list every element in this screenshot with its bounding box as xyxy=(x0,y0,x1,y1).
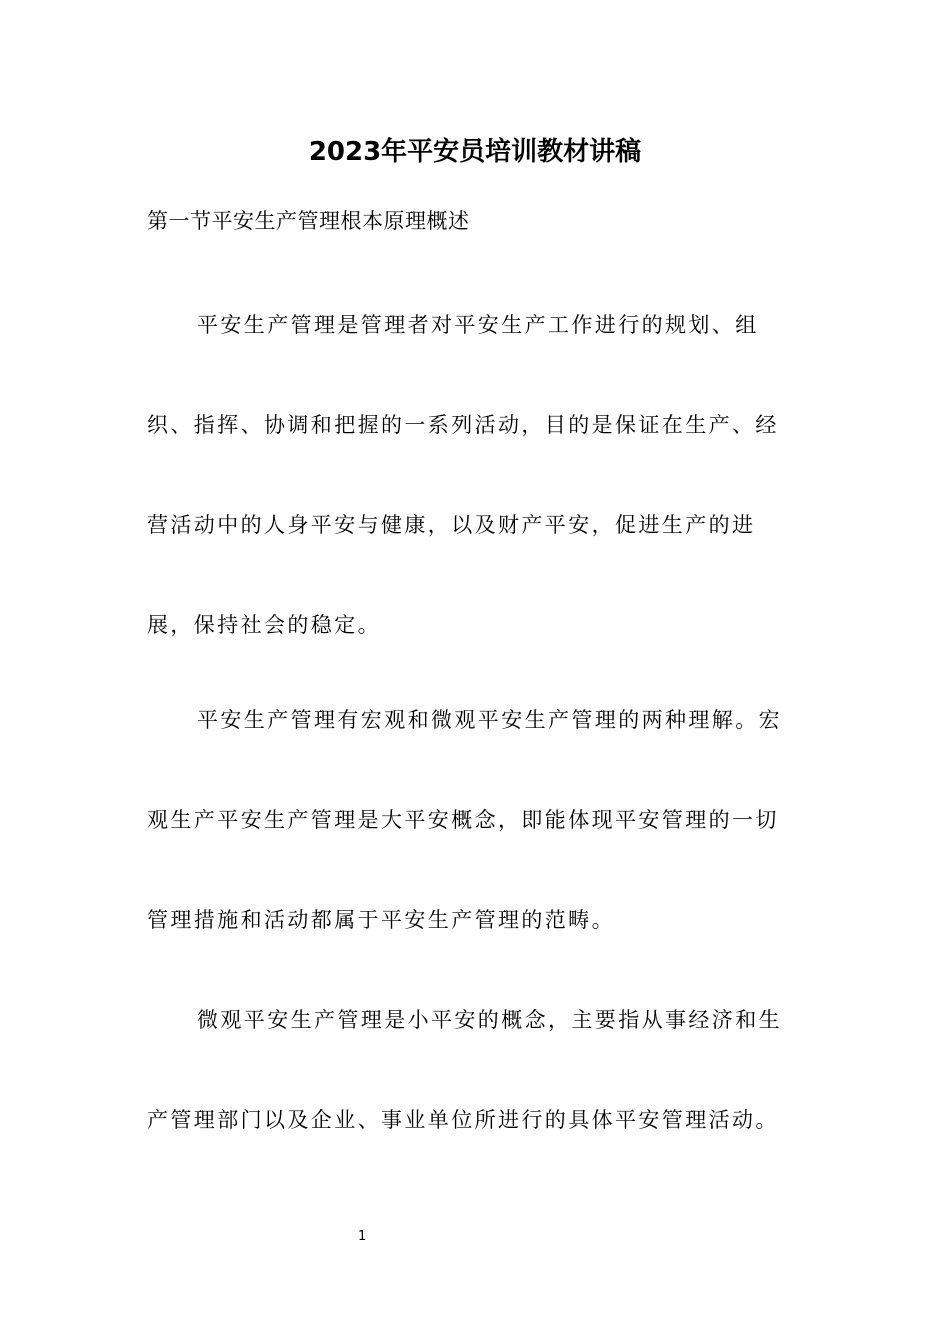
paragraph-3 xyxy=(147,970,807,1170)
paragraph-line: 营活动中的人身平安与健康，以及财产平安，促进生产的进 xyxy=(147,513,756,537)
paragraph-line: 微观平安生产管理是小平安的概念，主要指从事经济和生 xyxy=(197,1008,782,1032)
document-title: 2023年平安员培训教材讲稿 xyxy=(308,137,642,167)
page-number: 1 xyxy=(358,1229,367,1244)
section-heading: 第一节平安生产管理根本原理概述 xyxy=(147,209,470,233)
paragraph-line: 平安生产管理有宏观和微观平安生产管理的两种理解。宏 xyxy=(197,708,782,732)
paragraph-line: 观生产平安生产管理是大平安概念，即能体现平安管理的一切 xyxy=(147,808,779,832)
paragraph-line: 平安生产管理是管理者对平安生产工作进行的规划、组 xyxy=(197,313,759,337)
paragraph-line: 展，保持社会的稳定。 xyxy=(147,613,381,637)
paragraph-line: 管理措施和活动都属于平安生产管理的范畴。 xyxy=(147,908,615,932)
paragraph-1 xyxy=(147,275,807,675)
paragraph-line: 产管理部门以及企业、事业单位所进行的具体平安管理活动。 xyxy=(147,1108,779,1132)
paragraph-2 xyxy=(147,670,807,970)
paragraph-line: 织、指挥、协调和把握的一系列活动，目的是保证在生产、经 xyxy=(147,413,779,437)
